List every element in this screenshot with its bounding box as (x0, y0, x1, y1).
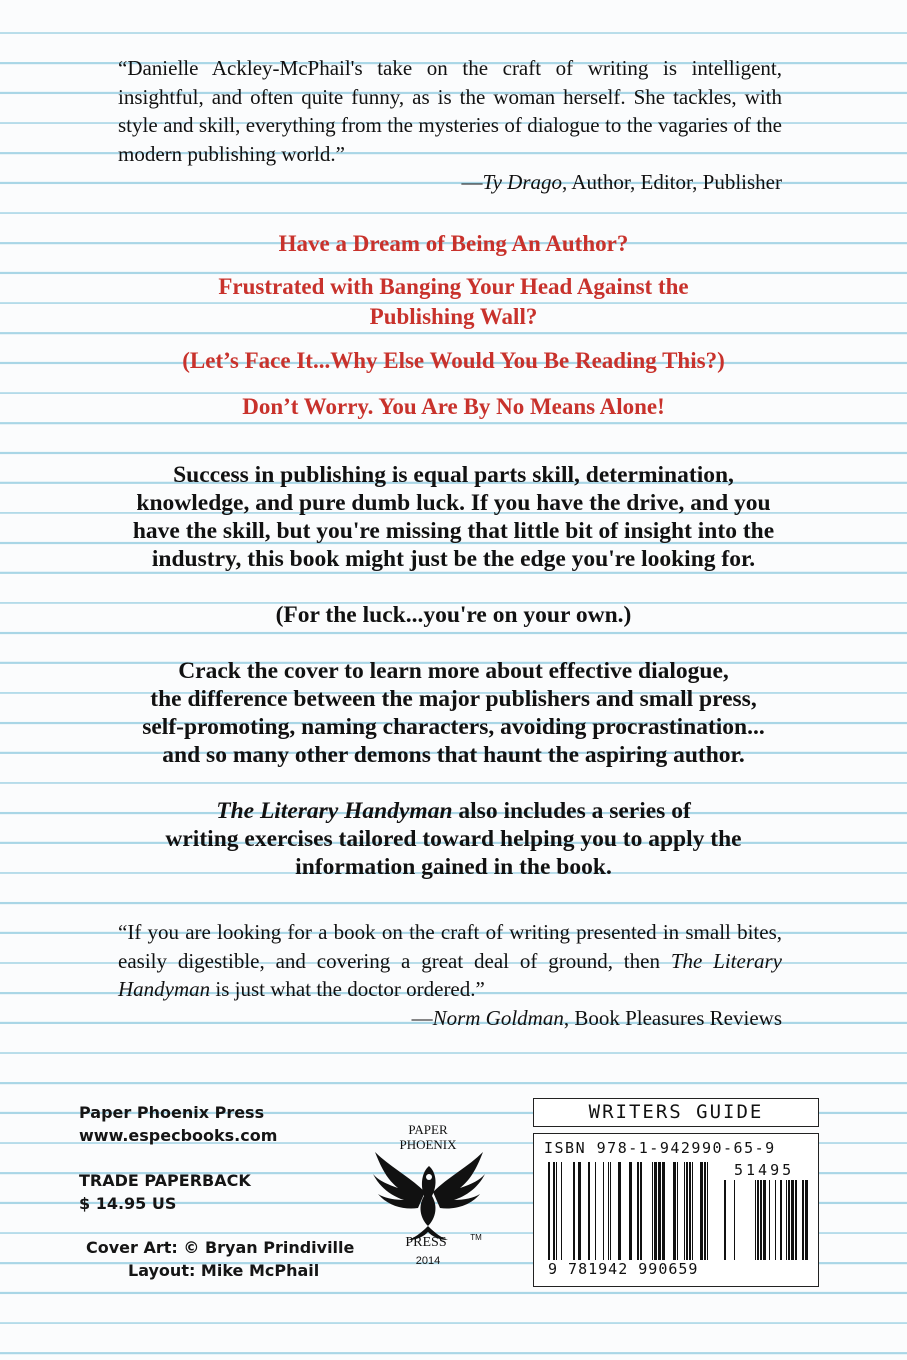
barcode-digits: 9 781942 990659 (548, 1260, 699, 1278)
barcode-bar (791, 1180, 794, 1260)
barcode-bar (686, 1162, 688, 1260)
publisher-website: www.especbooks.com (79, 1126, 278, 1145)
publisher-name: Paper Phoenix Press (79, 1103, 265, 1122)
cover-art-credit: Cover Art: © Bryan Prindiville (86, 1238, 355, 1257)
price-block (79, 1169, 251, 1215)
blurb-paragraph-1: Success in publishing is equal parts skill, determination, knowledge, and pure dumb luck. If you have the drive, and you have the skill, but you're missing that little bit of insight into the industry, this book might just be the edge you're looking for. (132, 462, 775, 572)
quote-text: “Danielle Ackley-McPhail's take on the craft of writing is intelligent, insightful, and often quite funny, as is the woman herself. She tackles, with style and skill, everything from the mysteries of dialogue to the vagaries of the modern publishing world.” (118, 56, 782, 166)
barcode-panel (533, 1133, 819, 1287)
headline-dream: Have a Dream of Being An Author? (278, 231, 629, 256)
quote-attribution: —Norm Goldman, Book Pleasures Reviews (411, 1005, 782, 1030)
headline-frustrated-2: Publishing Wall? (369, 304, 538, 329)
barcode-bar (662, 1162, 665, 1260)
barcode-bar (755, 1180, 756, 1260)
barcode-bar (684, 1162, 685, 1260)
barcode-bar (637, 1162, 639, 1260)
barcode-bar (603, 1162, 604, 1260)
genre-label: WRITERS GUIDE (533, 1098, 819, 1127)
barcode-bar (673, 1162, 676, 1260)
barcode-bar (652, 1162, 653, 1260)
barcode-bar (780, 1180, 782, 1260)
phoenix-icon (370, 1122, 490, 1272)
svg-text:PRESS: PRESS (405, 1235, 447, 1250)
barcode-bar (677, 1162, 678, 1260)
barcode-bar (610, 1162, 611, 1260)
barcode-bar (724, 1180, 726, 1260)
svg-text:PAPER: PAPER (408, 1122, 448, 1137)
barcode-bar (795, 1180, 797, 1260)
quote-ty-drago (118, 54, 782, 197)
barcode-bar (588, 1162, 590, 1260)
format-label: TRADE PAPERBACK (79, 1171, 251, 1190)
barcode-bar (760, 1180, 762, 1260)
barcode-bar (658, 1162, 661, 1260)
price-addon-digits: 51495 (734, 1161, 795, 1179)
price-label: $ 14.95 US (79, 1194, 177, 1213)
svg-text:TM: TM (470, 1233, 482, 1242)
barcode-bar (640, 1162, 642, 1260)
barcode-bar (757, 1180, 759, 1260)
barcode-bar (700, 1162, 703, 1260)
attribution-name: Norm Goldman (432, 1005, 564, 1030)
publisher-block (79, 1101, 277, 1147)
barcode-bar (578, 1162, 581, 1260)
barcode-bar (556, 1162, 557, 1260)
attribution-name: Ty Drago (482, 170, 563, 194)
barcode-bar (734, 1180, 735, 1260)
quote-attribution: —Ty Drago, Author, Editor, Publisher (461, 170, 782, 194)
paper-phoenix-logo (370, 1122, 490, 1272)
barcode-bar (561, 1162, 562, 1260)
barcode-bar (618, 1162, 621, 1260)
barcode-bar (548, 1162, 550, 1260)
svg-text:PHOENIX: PHOENIX (399, 1137, 457, 1152)
barcode-bar (769, 1180, 770, 1260)
barcode-bar (553, 1162, 555, 1260)
barcode-bar (595, 1162, 596, 1260)
barcode-bar (689, 1162, 691, 1260)
headline-frustrated-1: Frustrated with Banging Your Head Against the (218, 274, 689, 299)
barcode-bar (704, 1162, 706, 1260)
barcode-bar (707, 1162, 708, 1260)
barcode-bar (654, 1162, 657, 1260)
barcode-bar (786, 1180, 787, 1260)
barcode-bar (763, 1180, 766, 1260)
svg-text:2014: 2014 (415, 1255, 441, 1267)
isbn-text: ISBN 978-1-942990-65-9 (544, 1139, 776, 1157)
barcode-bar (802, 1180, 804, 1260)
blurb-paragraph-3: Crack the cover to learn more about effective dialogue, the difference between the major publishers and small press, self-promoting, naming characters, avoiding procrastination... and so many other demons that haunt the aspiring author. (142, 658, 765, 768)
quote-norm-goldman: “If you are looking for a book on the craft of writing presented in small bites, easily digestible, and covering a great deal of ground, then The Literary Handyman is just what the doctor ordered.” —Norm Goldman, Book Pleasures Reviews (118, 918, 782, 1032)
barcode-bar (573, 1162, 575, 1260)
barcode-bar (805, 1180, 808, 1260)
layout-credit: Layout: Mike McPhail (128, 1261, 320, 1280)
barcode-bar (775, 1180, 776, 1260)
barcode-bar (608, 1162, 609, 1260)
barcode-bar (692, 1162, 693, 1260)
book-title: The Literary Handyman (118, 948, 782, 1001)
headline-lets-face-it: (Let’s Face It...Why Else Would You Be Reading This?) (182, 348, 725, 373)
barcode-bar (788, 1180, 790, 1260)
headline-dont-worry: Don’t Worry. You Are By No Means Alone! (242, 394, 665, 419)
book-title: The Literary Handyman (216, 798, 453, 824)
blurb-paragraph-4: The Literary Handyman also includes a series of writing exercises tailored toward helping you to apply the information gained in the book. (165, 798, 742, 880)
barcode-bar (629, 1162, 632, 1260)
blurb-paragraph-2: (For the luck...you're on your own.) (275, 602, 632, 628)
